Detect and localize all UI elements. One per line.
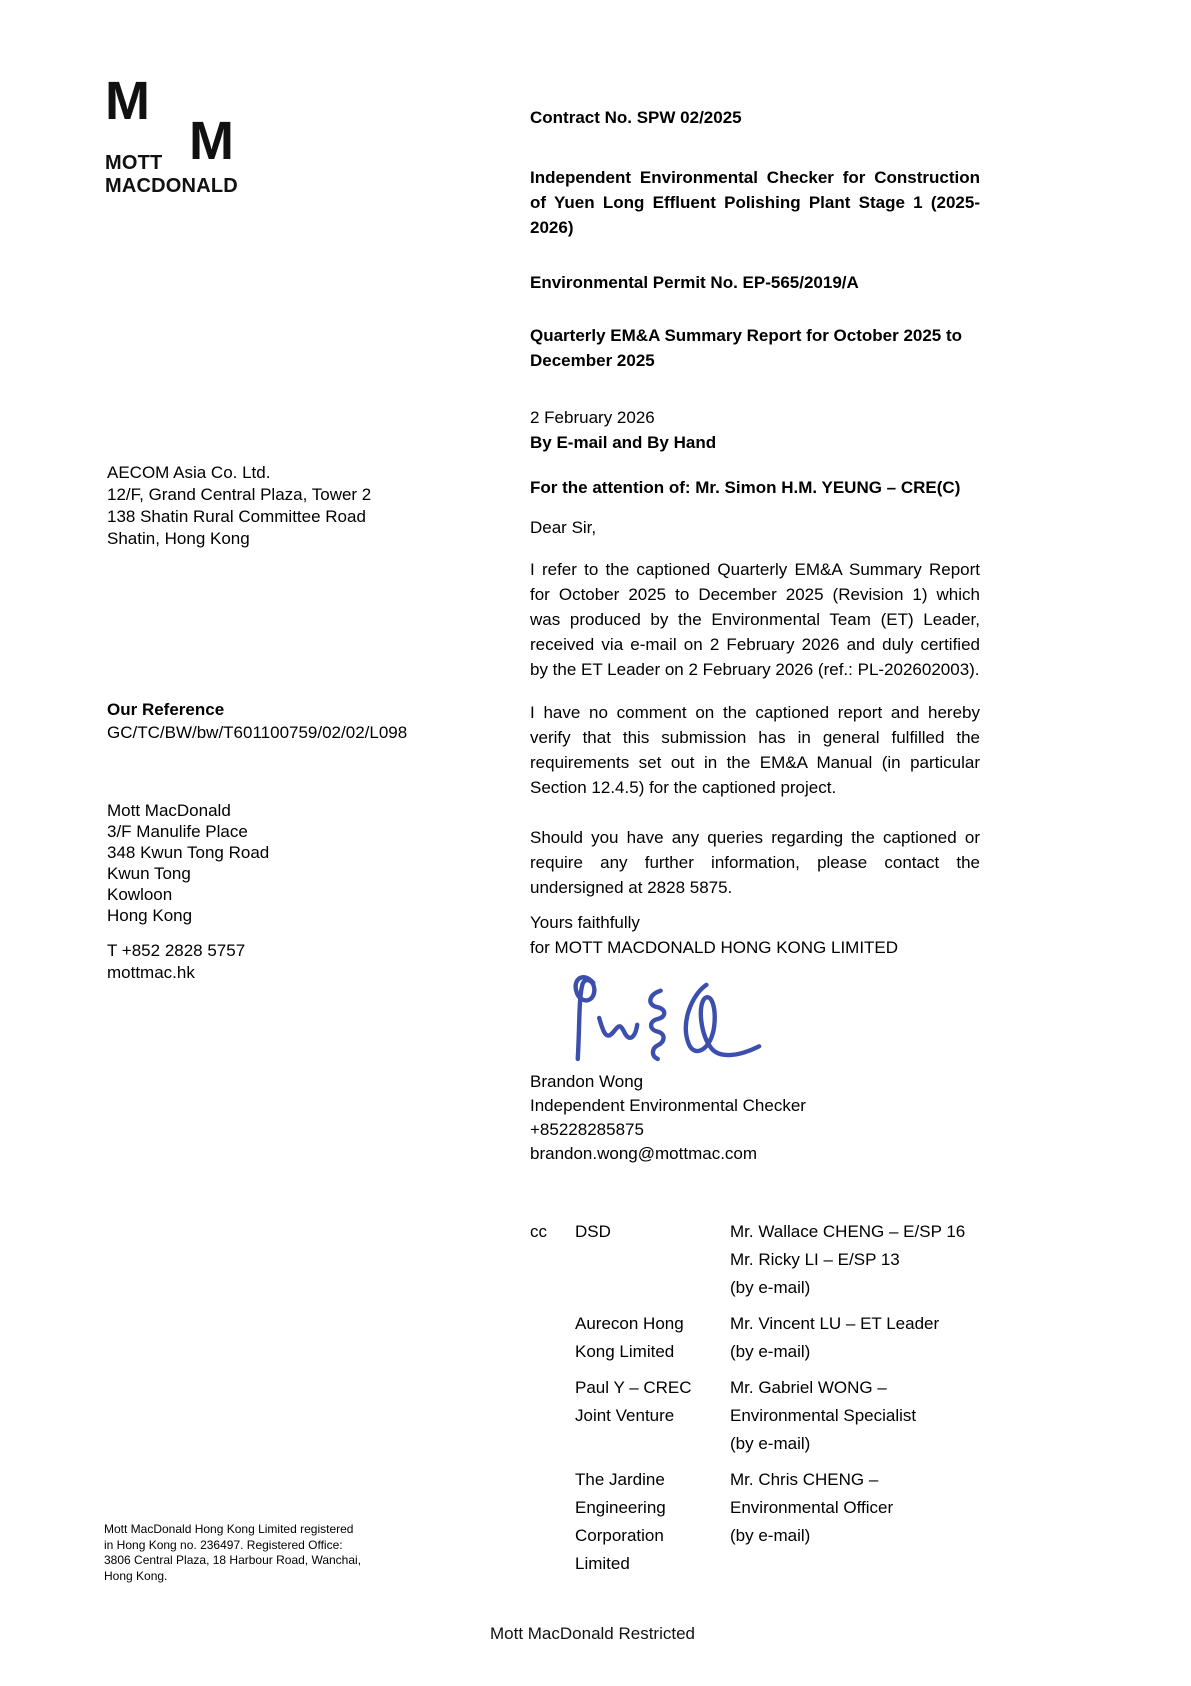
- cc-label: cc: [530, 1222, 547, 1241]
- cc-person: Mr. Wallace CHENG – E/SP 16: [730, 1222, 966, 1241]
- report-title: Quarterly EM&A Summary Report for October 2025 to December 2025: [530, 326, 963, 370]
- cc-row: [530, 1374, 980, 1458]
- sender-address-line: Mott MacDonald: [107, 801, 231, 820]
- company-registration-note: Mott MacDonald Hong Kong Limited registered in Hong Kong no. 236497. Registered Office: 3806 Central Plaza, 18 Harbour Road, Wanchai, Hong Kong.: [104, 1522, 362, 1583]
- environmental-permit-number: Environmental Permit No. EP-565/2019/A: [530, 273, 859, 292]
- closing-company: for MOTT MACDONALD HONG KONG LIMITED: [530, 938, 899, 957]
- sender-address-line: 348 Kwun Tong Road: [107, 843, 270, 862]
- signatory-name: Brandon Wong: [530, 1072, 644, 1091]
- logo-word-line1: MOTT: [105, 152, 163, 174]
- recipient-address: [107, 462, 371, 550]
- cc-delivery-note: (by e-mail): [730, 1278, 811, 1297]
- our-reference: [107, 698, 407, 744]
- cc-label-spacer: [530, 1310, 575, 1366]
- cc-person: Mr. Gabriel WONG – Environmental Specialist: [730, 1378, 917, 1425]
- sender-address: [107, 800, 269, 926]
- logo-m-icon: M: [189, 111, 233, 171]
- handwritten-signature: [568, 968, 763, 1068]
- cc-people: [730, 1466, 980, 1578]
- recipient-address-line: Shatin, Hong Kong: [107, 529, 250, 548]
- cc-row: [530, 1466, 980, 1578]
- delivery-method: By E-mail and By Hand: [530, 433, 717, 452]
- body-paragraph: I have no comment on the captioned report and hereby verify that this submission has in general fulfilled the requirements set out in the EM&A Manual (in particular Section 12.4.5) for the captioned project.: [530, 703, 980, 797]
- sender-address-line: Hong Kong: [107, 906, 193, 925]
- cc-people: [730, 1374, 980, 1458]
- logo-wordmark: [105, 152, 238, 198]
- recipient-address-line: AECOM Asia Co. Ltd.: [107, 463, 271, 482]
- cc-person: Mr. Ricky LI – E/SP 13: [730, 1250, 900, 1269]
- sender-address-line: 3/F Manulife Place: [107, 822, 248, 841]
- cc-person: Mr. Chris CHENG – Environmental Officer: [730, 1470, 894, 1517]
- logo-m-icon: M: [105, 71, 149, 131]
- letter-date: 2 February 2026: [530, 408, 655, 427]
- date-delivery-block: [530, 405, 980, 455]
- salutation: Dear Sir,: [530, 518, 597, 537]
- closing-phrase: Yours faithfully: [530, 913, 640, 932]
- sender-phone: T +852 2828 5757: [107, 941, 246, 960]
- sender-website: mottmac.hk: [107, 963, 195, 982]
- recipient-address-line: 12/F, Grand Central Plaza, Tower 2: [107, 485, 372, 504]
- sender-address-line: Kwun Tong: [107, 864, 191, 883]
- cc-delivery-note: (by e-mail): [730, 1434, 811, 1453]
- attention-line: For the attention of: Mr. Simon H.M. YEUNG – CRE(C): [530, 478, 961, 497]
- cc-row: [530, 1218, 980, 1302]
- signatory-phone: +85228285875: [530, 1120, 644, 1139]
- signatory-title: Independent Environmental Checker: [530, 1096, 806, 1115]
- cc-delivery-note: (by e-mail): [730, 1526, 811, 1545]
- sender-address-line: Kowloon: [107, 885, 173, 904]
- signature-icon: [568, 968, 763, 1068]
- sender-contact: [107, 940, 245, 984]
- document-classification: Mott MacDonald Restricted: [489, 1624, 696, 1643]
- cc-label-spacer: [530, 1374, 575, 1458]
- signatory-block: [530, 1070, 980, 1166]
- project-title: Independent Environmental Checker for Construction of Yuen Long Effluent Polishing Plant Stage 1 (2025-2026): [530, 168, 980, 237]
- logo-word-line2: MACDONALD: [105, 175, 238, 197]
- mott-macdonald-logo: [105, 70, 325, 200]
- cc-people: [730, 1218, 980, 1302]
- cc-delivery-note: (by e-mail): [730, 1342, 811, 1361]
- body-paragraph: I refer to the captioned Quarterly EM&A Summary Report for October 2025 to December 2025 (Revision 1) which was produced by the Environmental Team (ET) Leader, received via e-mail on 2 February 2026 and duly certified by the ET Leader on 2 February 2026 (ref.: PL-202602003).: [530, 560, 980, 679]
- cc-row: [530, 1310, 980, 1366]
- cc-section: [530, 1218, 980, 1578]
- cc-label-spacer: [530, 1466, 575, 1578]
- body-paragraph: Should you have any queries regarding the captioned or require any further information, please contact the undersigned at 2828 5875.: [530, 828, 980, 897]
- letter-body: [530, 105, 980, 1586]
- cc-organization: Paul Y – CREC Joint Venture: [575, 1378, 692, 1425]
- cc-organization: Aurecon Hong Kong Limited: [575, 1314, 684, 1361]
- our-reference-label: Our Reference: [107, 700, 225, 719]
- cc-person: Mr. Vincent LU – ET Leader: [730, 1314, 940, 1333]
- cc-organization: DSD: [575, 1222, 611, 1241]
- cc-organization: The Jardine Engineering Corporation Limited: [575, 1470, 666, 1573]
- recipient-address-line: 138 Shatin Rural Committee Road: [107, 507, 366, 526]
- our-reference-value: GC/TC/BW/bw/T601100759/02/02/L098: [107, 723, 408, 742]
- signatory-email: brandon.wong@mottmac.com: [530, 1144, 758, 1163]
- contract-number: Contract No. SPW 02/2025: [530, 108, 742, 127]
- closing-block: [530, 910, 980, 960]
- cc-people: [730, 1310, 980, 1366]
